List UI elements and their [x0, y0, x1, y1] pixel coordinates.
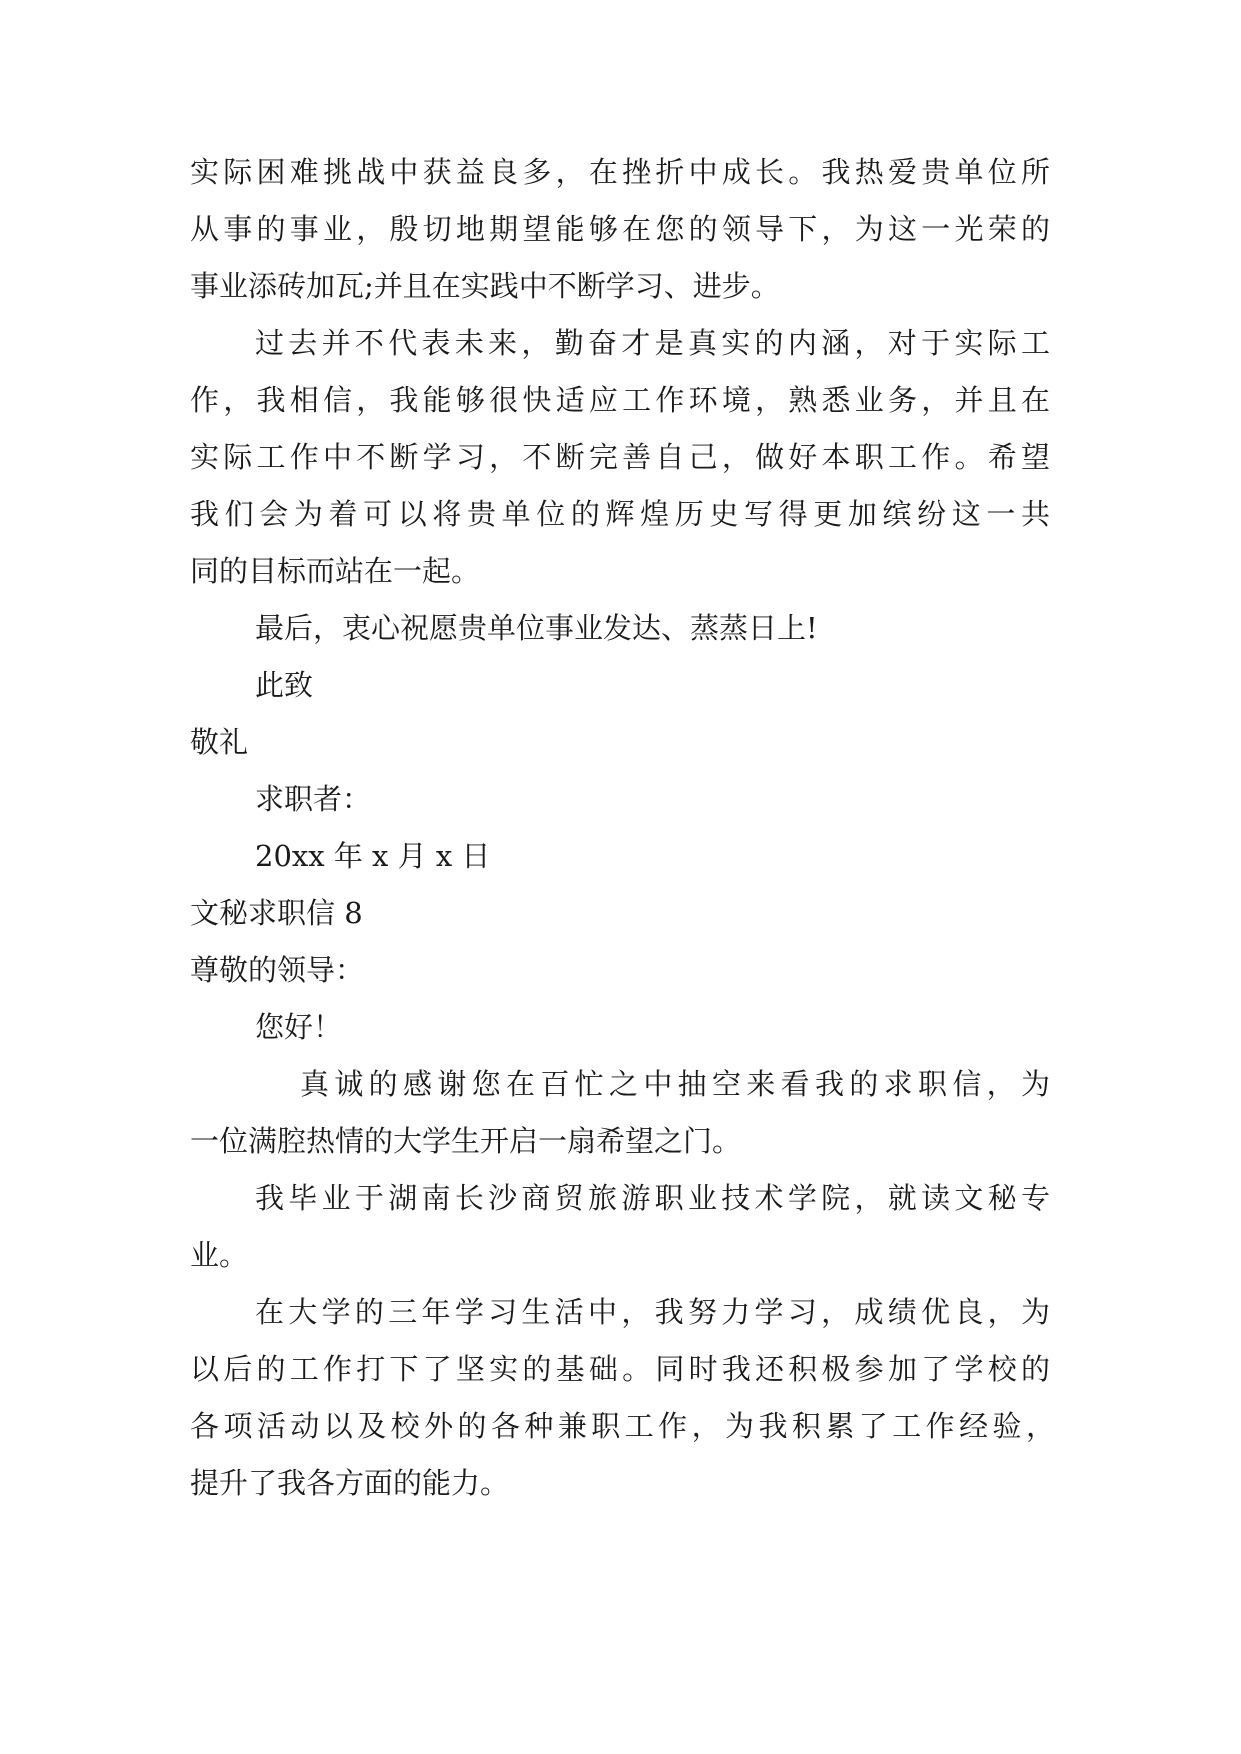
text-line: 最后，衷心祝愿贵单位事业发达、蒸蒸日上!: [255, 611, 818, 645]
greeting: 您好！: [255, 1010, 343, 1044]
text-line: 业。: [190, 1238, 249, 1272]
text-line: 过去并不代表未来，勤奋才是真实的内涵，对于实际工: [255, 326, 1050, 360]
text-line: 我毕业于湖南长沙商贸旅游职业技术学院，就读文秘专: [255, 1181, 1050, 1215]
salutation: 尊敬的领导：: [190, 953, 365, 987]
text-line: 一位满腔热情的大学生开启一扇希望之门。: [190, 1124, 742, 1158]
text-line: 从事的事业，殷切地期望能够在您的领导下，为这一光荣的: [190, 212, 1050, 246]
text-line: 求职者：: [255, 782, 372, 816]
text-line: 以后的工作打下了坚实的基础。同时我还积极参加了学校的: [190, 1352, 1050, 1386]
text-line: 同的目标而站在一起。: [190, 554, 481, 588]
text-line: 真诚的感谢您在百忙之中抽空来看我的求职信，为: [300, 1067, 1050, 1101]
text-line: 敬礼: [190, 725, 249, 759]
text-line: 事业添砖加瓦;并且在实践中不断学习、进步。: [190, 269, 780, 303]
date-line: 20xx 年 x 月 x 日: [255, 839, 491, 873]
text-line: 在大学的三年学习生活中，我努力学习，成绩优良，为: [255, 1295, 1050, 1329]
text-line: 实际困难挑战中获益良多，在挫折中成长。我热爱贵单位所: [190, 155, 1050, 189]
text-line: 提升了我各方面的能力。: [190, 1466, 510, 1500]
text-line: 作，我相信，我能够很快适应工作环境，熟悉业务，并且在: [190, 383, 1050, 417]
text-line: 实际工作中不断学习，不断完善自己，做好本职工作。希望: [190, 440, 1050, 474]
section-title: 文秘求职信 8: [190, 896, 363, 930]
text-line: 各项活动以及校外的各种兼职工作，为我积累了工作经验，: [190, 1409, 1055, 1443]
text-line: 此致: [255, 668, 314, 702]
text-line: 我们会为着可以将贵单位的辉煌历史写得更加缤纷这一共: [190, 497, 1050, 531]
